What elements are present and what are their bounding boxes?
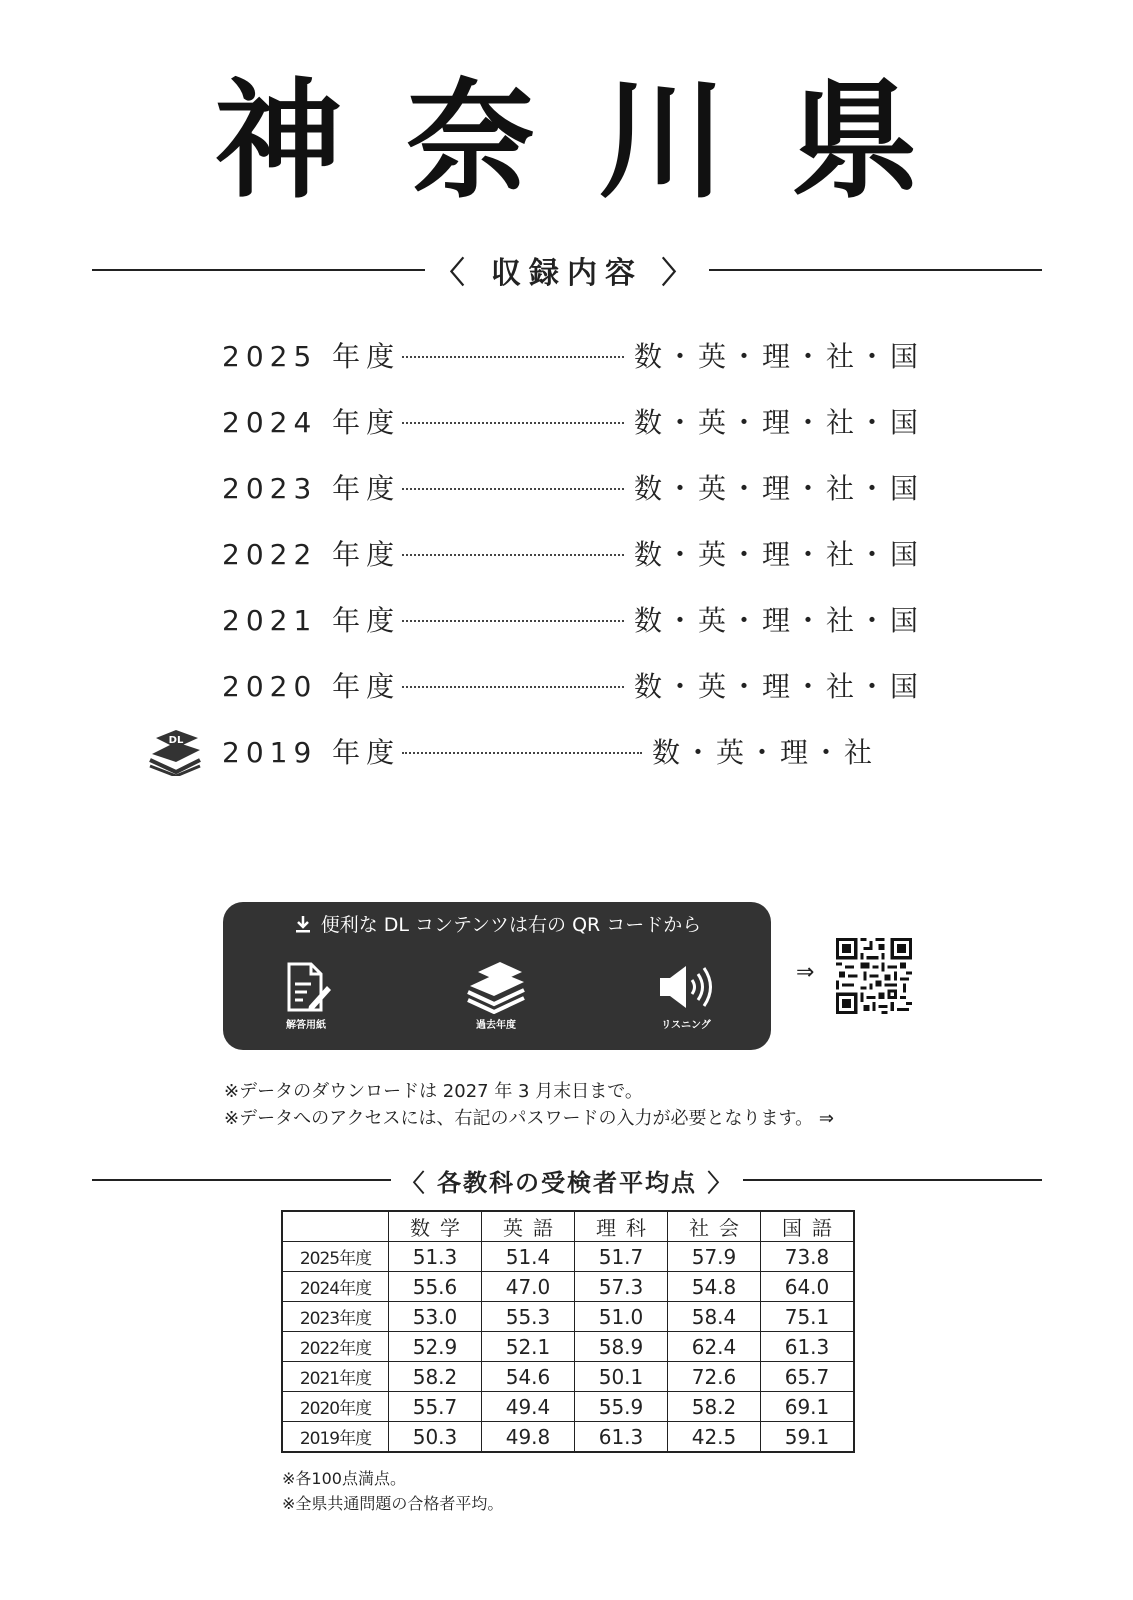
note-line: ※データへのアクセスには、右記のパスワードの入力が必要となります。 ⇒ — [224, 1108, 834, 1129]
contents-list — [168, 322, 922, 784]
contents-year: 2025 年度 — [222, 340, 401, 373]
contents-subjects: 数・英・理・社・国 — [633, 538, 922, 571]
divider — [92, 1179, 391, 1181]
table-corner-cell — [282, 1211, 389, 1242]
contents-subjects: 数・英・理・社 — [652, 736, 877, 769]
column-header: 社会 — [668, 1211, 761, 1242]
score-cell: 58.4 — [668, 1302, 761, 1332]
row-year: 2022年度 — [282, 1332, 389, 1362]
contents-subjects: 数・英・理・社・国 — [633, 604, 922, 637]
books-icon — [466, 960, 526, 1014]
footnote-line: ※全県共通問題の合格者平均。 — [282, 1494, 504, 1513]
dot-leader — [402, 488, 624, 490]
score-cell: 58.2 — [668, 1392, 761, 1422]
table-row — [282, 1392, 854, 1422]
dl-item-label: 解答用紙 — [286, 1020, 326, 1031]
contents-subjects: 数・英・理・社・国 — [633, 670, 922, 703]
column-header: 英語 — [482, 1211, 575, 1242]
dot-leader — [402, 422, 624, 424]
row-year: 2025年度 — [282, 1242, 389, 1272]
note-line: ※データのダウンロードは 2027 年 3 月末日まで。 — [224, 1081, 643, 1102]
score-cell: 51.0 — [575, 1302, 668, 1332]
contents-row — [222, 652, 922, 718]
score-cell: 51.3 — [389, 1242, 482, 1272]
download-notes — [224, 1078, 834, 1132]
column-header: 国語 — [761, 1211, 855, 1242]
dot-leader — [402, 686, 624, 688]
score-cell: 65.7 — [761, 1362, 855, 1392]
score-cell: 54.6 — [482, 1362, 575, 1392]
score-cell: 58.2 — [389, 1362, 482, 1392]
dl-item-label: 過去年度 — [476, 1020, 516, 1031]
dot-leader — [402, 620, 624, 622]
table-row — [282, 1422, 854, 1453]
row-year: 2024年度 — [282, 1272, 389, 1302]
footnote-line: ※各100点満点。 — [282, 1469, 406, 1488]
dot-leader — [402, 752, 642, 754]
score-cell: 49.8 — [482, 1422, 575, 1453]
score-cell: 62.4 — [668, 1332, 761, 1362]
column-header: 理科 — [575, 1211, 668, 1242]
dl-badge-text: DL — [168, 735, 184, 746]
contents-year: 2023 年度 — [222, 472, 401, 505]
contents-year: 2024 年度 — [222, 406, 401, 439]
contents-row — [168, 718, 922, 784]
divider — [709, 269, 1042, 271]
score-cell: 61.3 — [575, 1422, 668, 1453]
contents-section-header — [92, 250, 1042, 290]
score-cell: 75.1 — [761, 1302, 855, 1332]
dl-item-past-years[interactable] — [441, 960, 551, 1031]
score-cell: 57.3 — [575, 1272, 668, 1302]
dl-contents-panel — [223, 902, 771, 1050]
dl-item-label: リスニング — [661, 1020, 711, 1031]
qr-code[interactable] — [836, 938, 912, 1014]
score-cell: 51.4 — [482, 1242, 575, 1272]
speaker-icon — [656, 960, 716, 1014]
score-cell: 52.9 — [389, 1332, 482, 1362]
score-cell: 53.0 — [389, 1302, 482, 1332]
score-cell: 55.6 — [389, 1272, 482, 1302]
contents-row — [222, 586, 922, 652]
contents-section-label: 〈 収録内容 〉 — [434, 256, 700, 291]
table-row — [282, 1272, 854, 1302]
contents-year: 2022 年度 — [222, 538, 401, 571]
contents-year: 2021 年度 — [222, 604, 401, 637]
row-year: 2019年度 — [282, 1422, 389, 1453]
score-cell: 61.3 — [761, 1332, 855, 1362]
score-cell: 72.6 — [668, 1362, 761, 1392]
score-cell: 55.9 — [575, 1392, 668, 1422]
row-year: 2020年度 — [282, 1392, 389, 1422]
score-cell: 50.3 — [389, 1422, 482, 1453]
score-cell: 52.1 — [482, 1332, 575, 1362]
download-icon — [293, 914, 313, 934]
contents-year: 2019 年度 — [222, 736, 401, 769]
row-year: 2021年度 — [282, 1362, 389, 1392]
table-footnotes — [282, 1466, 503, 1516]
scores-table — [281, 1210, 855, 1453]
dl-item-listening[interactable] — [631, 960, 741, 1031]
score-cell: 55.3 — [482, 1302, 575, 1332]
column-header: 数学 — [389, 1211, 482, 1242]
dot-leader — [402, 356, 624, 358]
contents-subjects: 数・英・理・社・国 — [633, 340, 922, 373]
dl-panel-heading — [223, 910, 771, 937]
scores-section-header — [92, 1160, 1042, 1200]
score-cell: 50.1 — [575, 1362, 668, 1392]
score-cell: 55.7 — [389, 1392, 482, 1422]
score-cell: 42.5 — [668, 1422, 761, 1453]
contents-row — [222, 520, 922, 586]
contents-year: 2020 年度 — [222, 670, 401, 703]
table-header-row — [282, 1211, 854, 1242]
table-row — [282, 1242, 854, 1272]
score-cell: 69.1 — [761, 1392, 855, 1422]
table-row — [282, 1302, 854, 1332]
qr-arrow: ⇒ — [796, 960, 815, 985]
score-cell: 49.4 — [482, 1392, 575, 1422]
contents-row — [222, 388, 922, 454]
score-cell: 51.7 — [575, 1242, 668, 1272]
dl-panel-heading-text: 便利な DL コンテンツは右の QR コードから — [320, 914, 702, 936]
score-cell: 73.8 — [761, 1242, 855, 1272]
score-cell: 57.9 — [668, 1242, 761, 1272]
dl-books-icon — [146, 728, 204, 776]
row-year: 2023年度 — [282, 1302, 389, 1332]
contents-subjects: 数・英・理・社・国 — [633, 406, 922, 439]
contents-subjects: 数・英・理・社・国 — [633, 472, 922, 505]
score-cell: 64.0 — [761, 1272, 855, 1302]
score-cell: 58.9 — [575, 1332, 668, 1362]
scores-section-label: 〈 各教科の受検者平均点 〉 — [400, 1168, 734, 1197]
table-row — [282, 1332, 854, 1362]
score-cell: 54.8 — [668, 1272, 761, 1302]
contents-row — [222, 322, 922, 388]
score-cell: 59.1 — [761, 1422, 855, 1453]
table-row — [282, 1362, 854, 1392]
answer-sheet-icon — [279, 960, 333, 1014]
divider — [92, 269, 425, 271]
divider — [743, 1179, 1042, 1181]
contents-row — [222, 454, 922, 520]
score-cell: 47.0 — [482, 1272, 575, 1302]
dot-leader — [402, 554, 624, 556]
dl-item-answer-sheet[interactable] — [251, 960, 361, 1031]
page-title: 神奈川県 — [214, 67, 983, 216]
